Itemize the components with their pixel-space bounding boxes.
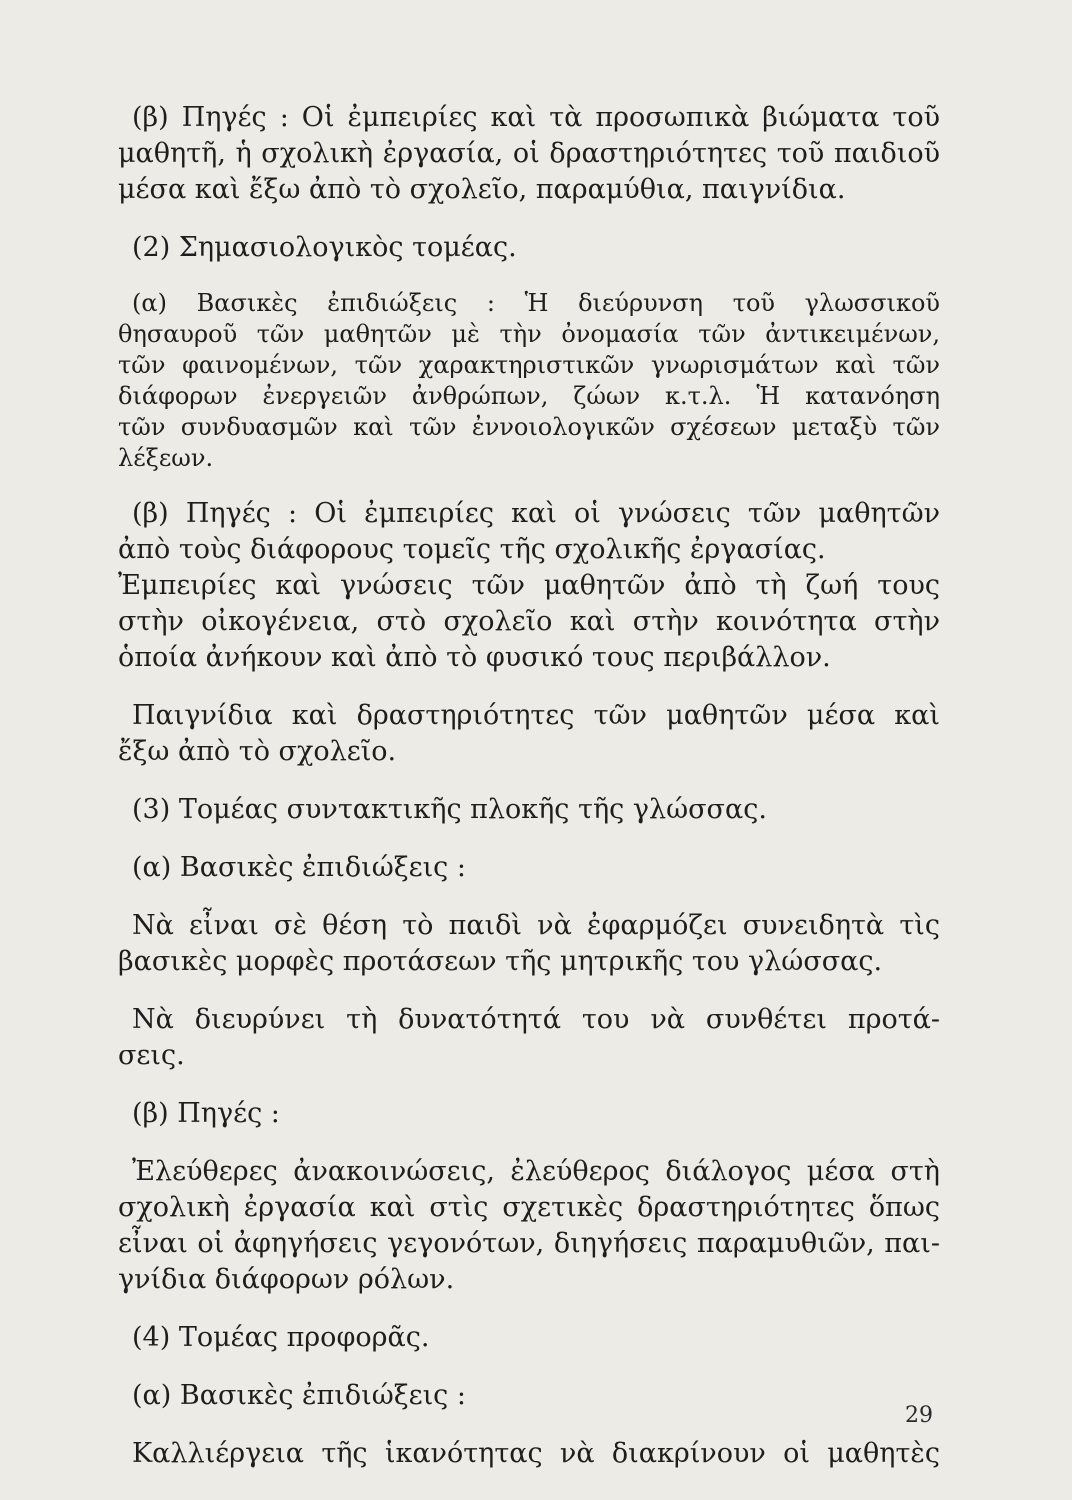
text-line: (2) Σημασιολογικὸς τομέας.: [132, 232, 517, 263]
text-line: Νὰ διευρύνει τὴ δυνατότητά του νὰ συνθέτει προτά-: [132, 1004, 940, 1035]
text-line: λέξεων.: [118, 444, 214, 472]
paragraph: [118, 1154, 940, 1298]
text-line: μαθητῆ, ἡ σχολικὴ ἐργασία, οἱ δραστηριότητες τοῦ παιδιοῦ: [118, 138, 940, 169]
text-line: σεις.: [118, 1040, 185, 1071]
text-line: ἀπὸ τοὺς διάφορους τομεῖς τῆς σχολικῆς ἐργασίας.: [118, 534, 826, 565]
text-line: θησαυροῦ τῶν μαθητῶν μὲ τὴν ὀνομασία τῶν ἀντικειμένων,: [118, 320, 940, 348]
paragraph: [118, 908, 940, 980]
text-line: (β) Πηγές : Οἱ ἐμπειρίες καὶ οἱ γνώσεις τῶν μαθητῶν: [132, 498, 940, 529]
paragraph: [118, 496, 940, 676]
paragraph: [118, 288, 940, 474]
text-line: (3) Τομέας συντακτικῆς πλοκῆς τῆς γλώσσας.: [132, 794, 767, 825]
paragraph: [118, 230, 940, 266]
paragraph: [118, 792, 940, 828]
text-line: (α) Βασικὲς ἐπιδιώξεις :: [132, 852, 466, 883]
text-line: μέσα καὶ ἔξω ἀπὸ τὸ σχολεῖο, παραμύθια, παιγνίδια.: [118, 174, 846, 205]
text-line: γνίδια διάφορων ρόλων.: [118, 1264, 455, 1295]
text-line: ἔξω ἀπὸ τὸ σχολεῖο.: [118, 736, 397, 767]
text-line: (β) Πηγές : Οἱ ἐμπειρίες καὶ τὰ προσωπικὰ βιώματα τοῦ: [132, 102, 940, 133]
text-line: τῶν φαινομένων, τῶν χαρακτηριστικῶν γνωρισμάτων καὶ τῶν: [118, 351, 940, 379]
paragraph: [118, 1378, 940, 1414]
paragraph: [118, 1096, 940, 1132]
text-line: ὁποία ἀνήκουν καὶ ἀπὸ τὸ φυσικό τους περιβάλλον.: [118, 642, 831, 673]
paragraph: [118, 1320, 940, 1356]
page-number: 29: [905, 1403, 933, 1428]
text-line: εἶναι οἱ ἀφηγήσεις γεγονότων, διηγήσεις παραμυθιῶν, παι-: [118, 1228, 940, 1259]
paragraph: [118, 1002, 940, 1074]
text-line: (α) Βασικὲς ἐπιδιώξεις : Ἡ διεύρυνση τοῦ γλωσσικοῦ: [132, 289, 940, 317]
paragraph: [118, 100, 940, 208]
text-line: Ἐμπειρίες καὶ γνώσεις τῶν μαθητῶν ἀπὸ τὴ ζωή τους: [118, 570, 940, 601]
paragraph: [118, 850, 940, 886]
text-column: [118, 100, 940, 1494]
text-line: στὴν οἰκογένεια, στὸ σχολεῖο καὶ στὴν κοινότητα στὴν: [118, 606, 940, 637]
paragraph: [118, 1436, 940, 1472]
text-line: διάφορων ἐνεργειῶν ἀνθρώπων, ζώων κ.τ.λ. Ἡ κατανόηση: [118, 382, 940, 410]
text-line: (4) Τομέας προφορᾶς.: [132, 1322, 430, 1353]
text-line: Παιγνίδια καὶ δραστηριότητες τῶν μαθητῶν μέσα καὶ: [132, 700, 940, 731]
paragraph: [118, 698, 940, 770]
text-line: Καλλιέργεια τῆς ἱκανότητας νὰ διακρίνουν οἱ μαθητὲς: [132, 1438, 940, 1469]
text-line: βασικὲς μορφὲς προτάσεων τῆς μητρικῆς του γλώσσας.: [118, 946, 883, 977]
text-line: Ἐλεύθερες ἀνακοινώσεις, ἐλεύθερος διάλογος μέσα στὴ: [132, 1156, 940, 1187]
text-line: σχολικὴ ἐργασία καὶ στὶς σχετικὲς δραστηριότητες ὅπως: [118, 1192, 940, 1223]
text-line: (β) Πηγές :: [132, 1098, 280, 1129]
text-line: Νὰ εἶναι σὲ θέση τὸ παιδὶ νὰ ἐφαρμόζει συνειδητὰ τὶς: [132, 910, 940, 941]
text-line: τῶν συνδυασμῶν καὶ τῶν ἐννοιολογικῶν σχέσεων μεταξὺ τῶν: [118, 413, 940, 441]
text-line: (α) Βασικὲς ἐπιδιώξεις :: [132, 1380, 466, 1411]
